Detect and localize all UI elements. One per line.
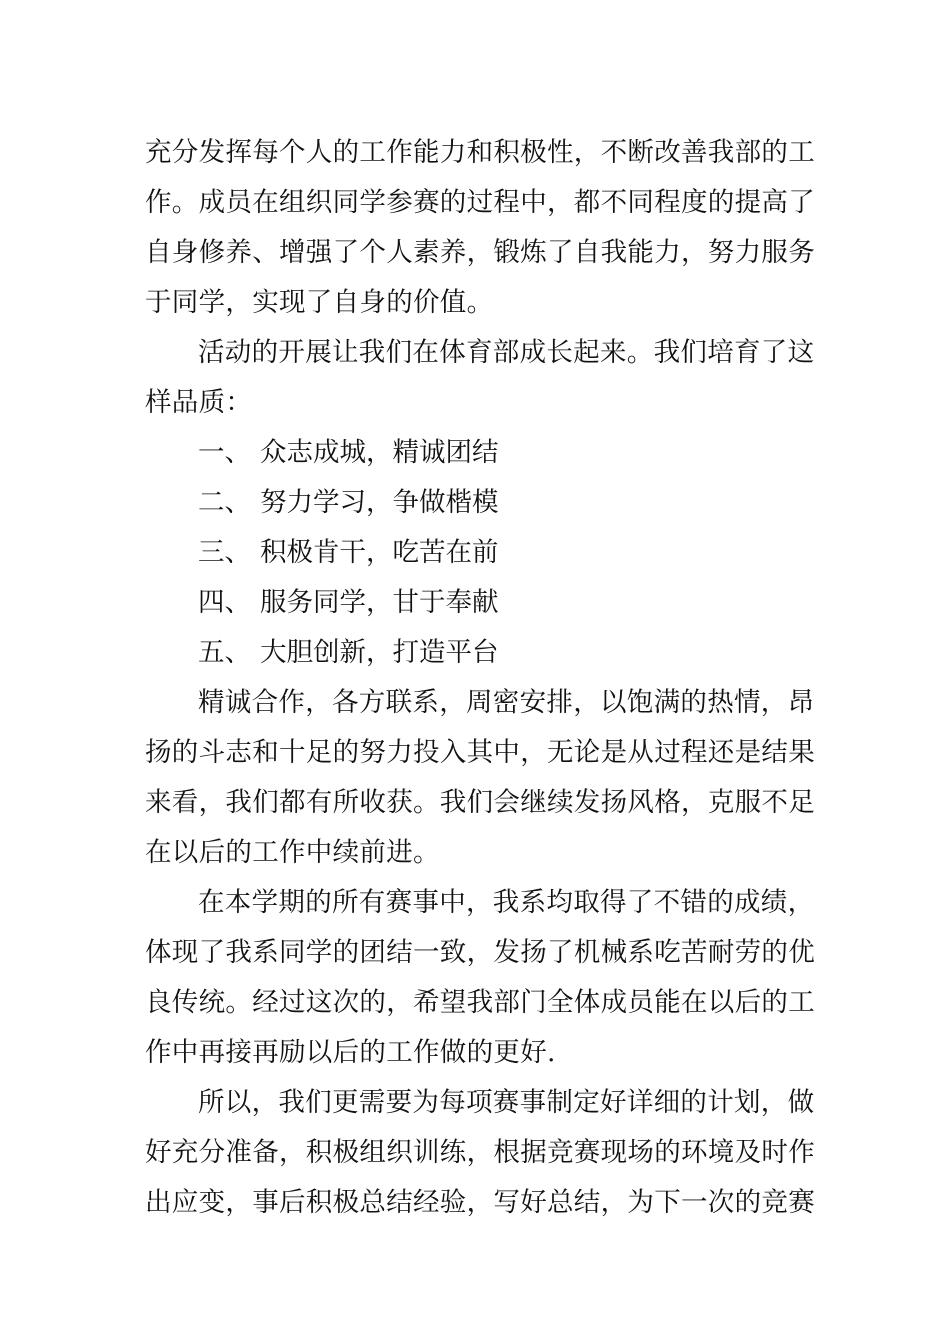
list-item bbox=[145, 478, 809, 528]
text-line: 体现了我系同学的团结一致，发扬了机械系吃苦耐劳的优 bbox=[145, 937, 815, 968]
text-line: 作。成员在组织同学参赛的过程中，都不同程度的提高了 bbox=[145, 187, 815, 218]
text-line: 在本学期的所有赛事中，我系均取得了不错的成绩， bbox=[198, 887, 815, 918]
list-item bbox=[145, 628, 809, 678]
list-text: 努力学习，争做楷模 bbox=[260, 487, 499, 518]
text-line: 来看，我们都有所收获。我们会继续发扬风格，克服不足 bbox=[145, 787, 815, 818]
list-text: 积极肯干，吃苦在前 bbox=[260, 537, 499, 568]
text-line: 出应变，事后积极总结经验，写好总结，为下一次的竞赛 bbox=[145, 1187, 815, 1218]
paragraph-3 bbox=[145, 678, 815, 878]
qualities-list bbox=[145, 428, 809, 678]
text-line: 充分发挥每个人的工作能力和积极性，不断改善我部的工 bbox=[145, 137, 815, 168]
paragraph-1 bbox=[145, 128, 815, 328]
text-line: 扬的斗志和十足的努力投入其中，无论是从过程还是结果 bbox=[145, 737, 815, 768]
text-line: 良传统。经过这次的，希望我部门全体成员能在以后的工 bbox=[145, 987, 815, 1018]
text-line: 于同学，实现了自身的价值。 bbox=[145, 287, 494, 318]
paragraph-2 bbox=[145, 328, 815, 428]
text-line: 活动的开展让我们在体育部成长起来。我们培育了这 bbox=[198, 337, 815, 368]
list-text: 众志成城，精诚团结 bbox=[260, 437, 499, 468]
list-number: 三、 bbox=[198, 537, 251, 568]
text-line: 作中再接再励以后的工作做的更好. bbox=[145, 1037, 556, 1068]
list-text: 服务同学，甘于奉献 bbox=[260, 587, 499, 618]
text-line: 自身修养、增强了个人素养，锻炼了自我能力，努力服务 bbox=[145, 237, 815, 268]
text-line: 精诚合作，各方联系，周密安排，以饱满的热情，昂 bbox=[198, 687, 815, 718]
list-item bbox=[145, 428, 809, 478]
paragraph-5 bbox=[145, 1078, 815, 1228]
text-line: 所以，我们更需要为每项赛事制定好详细的计划，做 bbox=[198, 1087, 815, 1118]
list-text: 大胆创新，打造平台 bbox=[260, 637, 499, 668]
paragraph-4 bbox=[145, 878, 815, 1078]
document-body bbox=[145, 128, 815, 1228]
list-item bbox=[145, 578, 809, 628]
text-line: 样品质： bbox=[145, 387, 253, 418]
list-item bbox=[145, 528, 809, 578]
list-number: 四、 bbox=[198, 587, 251, 618]
list-number: 二、 bbox=[198, 487, 251, 518]
list-number: 五、 bbox=[198, 637, 251, 668]
text-line: 在以后的工作中续前进。 bbox=[145, 837, 440, 868]
text-line: 好充分准备，积极组织训练，根据竞赛现场的环境及时作 bbox=[145, 1137, 815, 1168]
list-number: 一、 bbox=[198, 437, 251, 468]
